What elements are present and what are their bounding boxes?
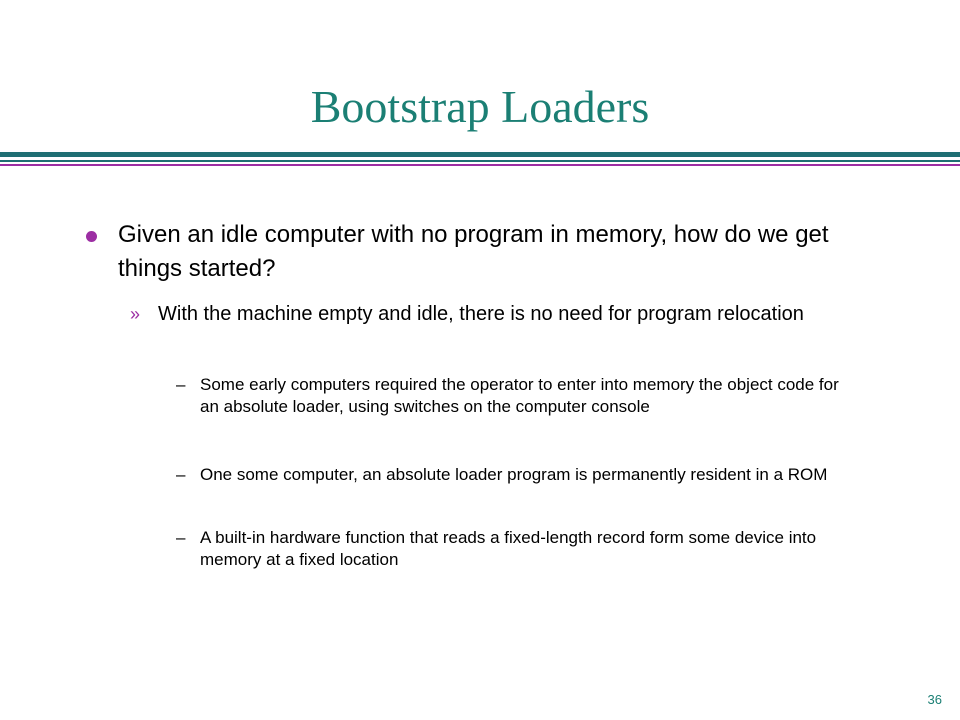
level2-bullet-marker: » <box>130 304 141 324</box>
bullet-level3-item: Some early computers required the operator to enter into memory the object code for an absolute loader, using switches on the computer console <box>200 375 839 416</box>
level3-bullet-marker: – <box>176 375 186 394</box>
level3-bullet-marker: – <box>176 528 186 547</box>
bullet-level1: Given an idle computer with no program in memory, how do we get things started? <box>118 221 829 282</box>
slide-title: Bootstrap Loaders <box>310 81 650 132</box>
bullet-level3-item: One some computer, an absolute loader program is permanently resident in a ROM <box>200 465 828 484</box>
page-number: 36 <box>927 692 942 707</box>
bullet-level2: With the machine empty and idle, there is no need for program relocation <box>158 303 804 325</box>
title-rule-thin <box>0 160 960 162</box>
level3-bullet-marker: – <box>176 465 186 484</box>
bullet-level3-item: A built-in hardware function that reads a fixed-length record form some device into memory at a fixed location <box>200 528 817 569</box>
level1-bullet-dot <box>86 231 97 242</box>
title-rule-purple <box>0 164 960 166</box>
